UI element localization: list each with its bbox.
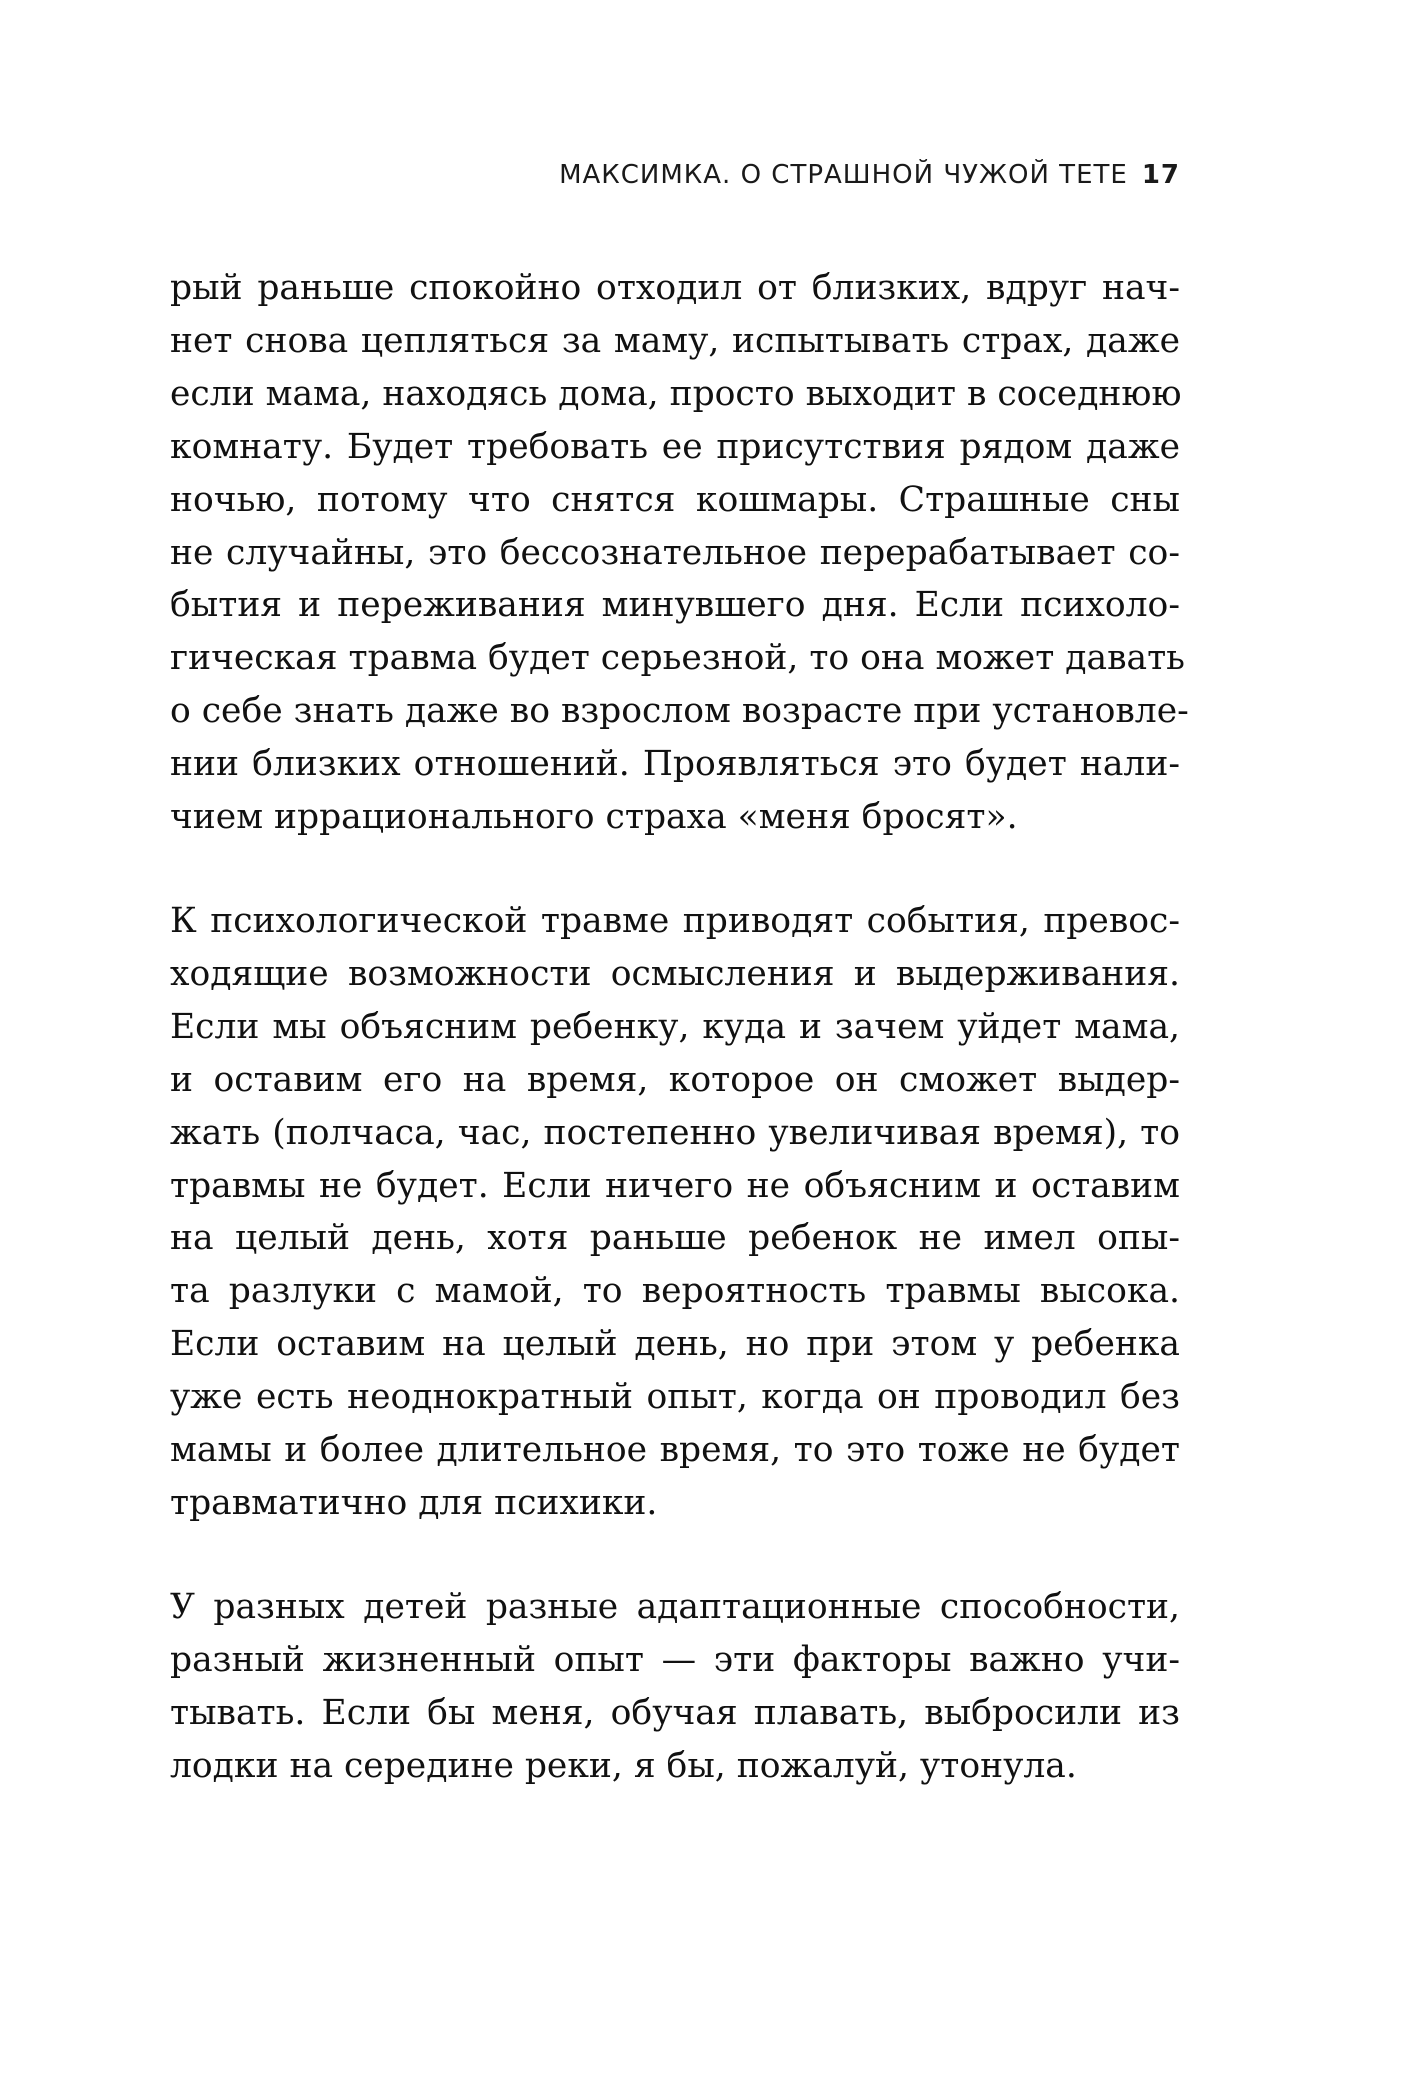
text-line: и оставим его на время, которое он сможет выдер- — [170, 1059, 1180, 1100]
text-line: нет снова цепляться за маму, испытывать страх, даже — [170, 320, 1180, 361]
text-line: гическая травма будет серьезной, то она может давать — [170, 638, 1185, 679]
text-line: на целый день, хотя раньше ребенок не имел опы- — [170, 1218, 1180, 1259]
page-number: 17 — [1141, 160, 1180, 190]
text-line: разный жизненный опыт — эти факторы важно учи- — [170, 1639, 1180, 1680]
text-line: лодки на середине реки, я бы, пожалуй, утонула. — [170, 1745, 1077, 1786]
body-text — [170, 262, 1189, 1843]
text-line: Если оставим на целый день, но при этом у ребенка — [170, 1324, 1180, 1365]
text-line: Если мы объясним ребенку, куда и зачем уйдет мама, — [170, 1006, 1180, 1047]
text-line: та разлуки с мамой, то вероятность травмы высока. — [170, 1271, 1180, 1312]
text-line: ходящие возможности осмысления и выдерживания. — [170, 953, 1180, 994]
text-line: уже есть неоднократный опыт, когда он проводил без — [170, 1377, 1180, 1418]
text-line: К психологической травме приводят события, превос- — [170, 900, 1180, 941]
text-line: не случайны, это бессознательное перерабатывает со- — [170, 532, 1180, 573]
text-line: тывать. Если бы меня, обучая плавать, выбросили из — [170, 1692, 1180, 1733]
text-line: если мама, находясь дома, просто выходит в соседнюю — [170, 373, 1182, 414]
text-line: травмы не будет. Если ничего не объясним и оставим — [170, 1165, 1180, 1206]
text-line: травматично для психики. — [170, 1482, 658, 1523]
running-title: МАКСИМКА. О СТРАШНОЙ ЧУЖОЙ ТЕТЕ — [559, 160, 1128, 190]
paragraph-3 — [170, 1581, 1180, 1793]
paragraph-2 — [170, 895, 1180, 1530]
text-line: рый раньше спокойно отходил от близких, вдруг нач- — [170, 268, 1180, 308]
text-line: комнату. Будет требовать ее присутствия рядом даже — [170, 426, 1180, 467]
text-line: нии близких отношений. Проявляться это будет нали- — [170, 744, 1180, 785]
paragraph-1 — [170, 262, 1189, 844]
text-line: мамы и более длительное время, то это тоже не будет — [170, 1430, 1180, 1471]
text-line: жать (полчаса, час, постепенно увеличивая время), то — [170, 1112, 1180, 1153]
text-line: У разных детей разные адаптационные способности, — [170, 1586, 1180, 1627]
text-line: ночью, потому что снятся кошмары. Страшные сны — [170, 479, 1180, 520]
text-line: бытия и переживания минувшего дня. Если психоло- — [170, 585, 1180, 626]
text-line: о себе знать даже во взрослом возрасте при установле- — [170, 691, 1189, 732]
running-header — [559, 160, 1180, 190]
text-line: чием иррационального страха «меня бросят». — [170, 797, 1018, 838]
